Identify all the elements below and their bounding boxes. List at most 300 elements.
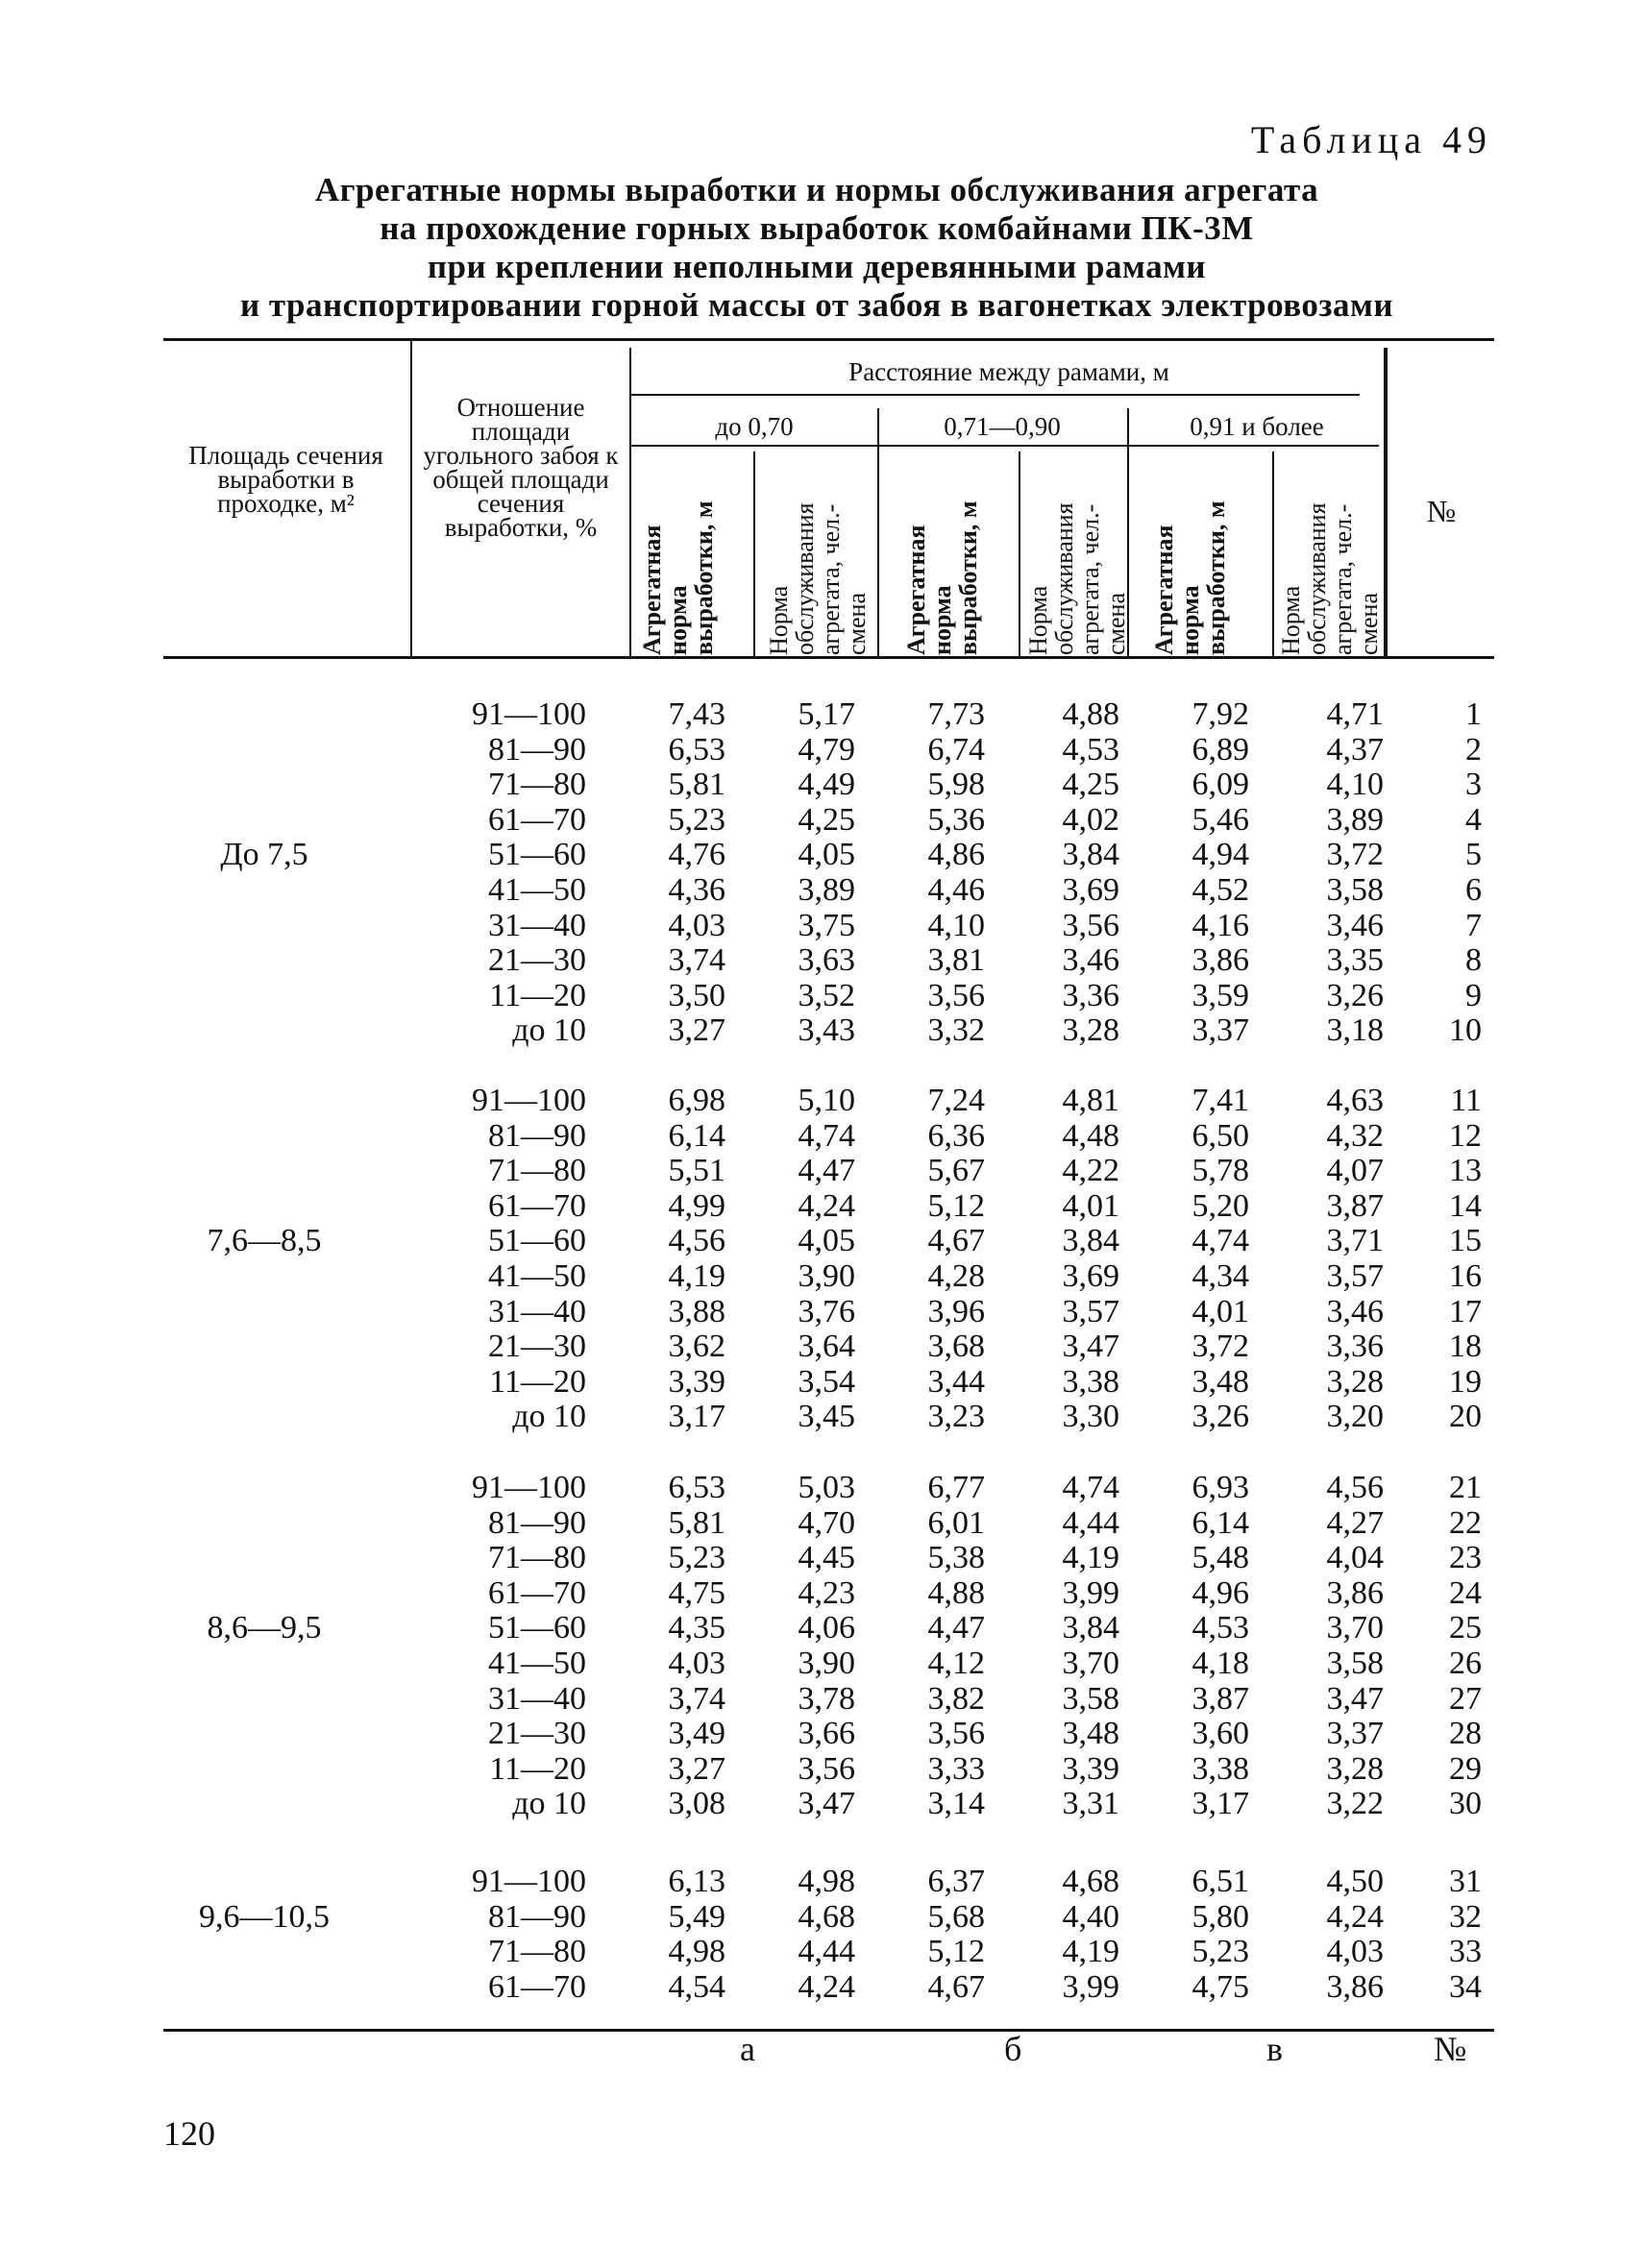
value-cell: 6,50 — [1192, 1117, 1249, 1154]
table-row — [0, 1934, 1646, 1969]
value-cell: 5,81 — [668, 767, 725, 803]
row-number-cell: 15 — [1449, 1223, 1482, 1259]
value-cell: 3,56 — [927, 977, 985, 1013]
value-cell: 3,84 — [1062, 837, 1119, 873]
value-cell: 4,45 — [798, 1540, 855, 1576]
value-cell: 5,10 — [798, 1083, 855, 1118]
value-cell: 4,28 — [927, 1258, 985, 1294]
header-number: № — [1426, 494, 1457, 528]
value-cell: 4,24 — [798, 1968, 855, 2005]
value-cell: 4,03 — [1326, 1934, 1384, 1970]
value-cell: 3,23 — [927, 1399, 985, 1435]
value-cell: 5,23 — [1192, 1934, 1249, 1970]
value-cell: 4,53 — [1192, 1610, 1249, 1646]
value-cell: 3,43 — [798, 1012, 855, 1049]
value-cell: 4,67 — [927, 1968, 985, 2005]
ratio-cell: 11—20 — [489, 1750, 586, 1787]
row-number-cell: 6 — [1465, 872, 1482, 908]
value-cell: 4,25 — [1062, 767, 1119, 803]
ratio-cell: 81—90 — [488, 731, 586, 768]
row-number-cell: 4 — [1465, 801, 1482, 838]
value-cell: 3,14 — [927, 1786, 985, 1822]
value-cell: 3,96 — [927, 1293, 985, 1329]
value-cell: 6,77 — [927, 1470, 985, 1505]
value-cell: 6,98 — [668, 1083, 725, 1118]
table-row — [0, 1083, 1646, 1118]
value-cell: 4,16 — [1192, 907, 1249, 943]
value-cell: 4,88 — [927, 1574, 985, 1611]
value-cell: 3,86 — [1192, 942, 1249, 979]
value-cell: 5,46 — [1192, 801, 1249, 838]
row-number-cell: 8 — [1465, 942, 1482, 979]
row-number-cell: 29 — [1449, 1750, 1482, 1787]
value-cell: 4,47 — [798, 1153, 855, 1189]
row-number-cell: 24 — [1449, 1574, 1482, 1611]
header-bottom-rule — [163, 656, 1494, 659]
table-row — [0, 732, 1646, 768]
value-cell: 5,49 — [668, 1898, 725, 1935]
value-cell: 4,19 — [1062, 1934, 1119, 1970]
ratio-cell: 81—90 — [488, 1898, 586, 1935]
value-cell: 4,98 — [668, 1934, 725, 1970]
value-cell: 3,58 — [1326, 1646, 1384, 1681]
value-cell: 3,39 — [668, 1363, 725, 1400]
value-cell: 3,35 — [1326, 942, 1384, 979]
table-row — [0, 1681, 1646, 1717]
value-cell: 4,76 — [668, 837, 725, 873]
value-cell: 3,70 — [1326, 1610, 1384, 1646]
value-cell: 4,34 — [1192, 1258, 1249, 1294]
table-row — [0, 1716, 1646, 1751]
value-cell: 3,99 — [1062, 1574, 1119, 1611]
ratio-cell: 21—30 — [488, 1329, 586, 1365]
value-cell: 6,74 — [927, 731, 985, 768]
ratio-cell: 41—50 — [488, 872, 586, 908]
footer-number: № — [1434, 2030, 1467, 2068]
value-cell: 3,87 — [1326, 1187, 1384, 1224]
row-number-cell: 34 — [1449, 1968, 1482, 2005]
table-label: Таблица 49 — [1250, 118, 1492, 161]
ratio-cell: 11—20 — [489, 1363, 586, 1400]
value-cell: 4,07 — [1326, 1153, 1384, 1189]
value-cell: 3,28 — [1326, 1750, 1384, 1787]
value-cell: 4,68 — [798, 1898, 855, 1935]
value-cell: 4,74 — [798, 1117, 855, 1154]
value-cell: 3,56 — [1062, 907, 1119, 943]
value-cell: 3,20 — [1326, 1399, 1384, 1435]
header-service-2: Норма обслуживания агрегата, чел.-смена — [1024, 502, 1130, 655]
value-cell: 5,23 — [668, 1540, 725, 1576]
header-group-2: 0,71—0,90 — [944, 412, 1061, 441]
table-row — [0, 1188, 1646, 1224]
value-cell: 4,32 — [1326, 1117, 1384, 1154]
table-row — [0, 1646, 1646, 1681]
value-cell: 3,37 — [1192, 1012, 1249, 1049]
value-cell: 3,17 — [1192, 1786, 1249, 1822]
ratio-cell: 91—100 — [472, 1083, 586, 1118]
table-row — [0, 837, 1646, 872]
value-cell: 3,82 — [927, 1680, 985, 1717]
value-cell: 5,81 — [668, 1504, 725, 1541]
value-cell: 4,99 — [668, 1187, 725, 1224]
value-cell: 3,72 — [1326, 837, 1384, 873]
value-cell: 3,62 — [668, 1329, 725, 1365]
value-cell: 3,32 — [927, 1012, 985, 1049]
row-number-cell: 32 — [1449, 1898, 1482, 1935]
value-cell: 4,70 — [798, 1504, 855, 1541]
row-number-cell: 17 — [1449, 1293, 1482, 1329]
value-cell: 4,79 — [798, 731, 855, 768]
value-cell: 3,84 — [1062, 1223, 1119, 1259]
value-cell: 5,12 — [927, 1187, 985, 1224]
value-cell: 4,10 — [1326, 767, 1384, 803]
table-row — [0, 802, 1646, 838]
ratio-cell: 51—60 — [488, 837, 586, 873]
table-row — [0, 1399, 1646, 1434]
row-number-cell: 33 — [1449, 1934, 1482, 1970]
value-cell: 5,36 — [927, 801, 985, 838]
value-cell: 3,47 — [798, 1786, 855, 1822]
ratio-cell: 91—100 — [472, 1470, 586, 1505]
value-cell: 5,67 — [927, 1153, 985, 1189]
value-cell: 3,47 — [1062, 1329, 1119, 1365]
value-cell: 4,37 — [1326, 731, 1384, 768]
value-cell: 3,69 — [1062, 872, 1119, 908]
row-number-cell: 5 — [1465, 837, 1482, 873]
header-norm-2: Агрегатная норма выработки, м — [902, 500, 982, 655]
value-cell: 4,23 — [798, 1574, 855, 1611]
value-cell: 3,64 — [798, 1329, 855, 1365]
value-cell: 3,70 — [1062, 1646, 1119, 1681]
value-cell: 3,88 — [668, 1293, 725, 1329]
col-divider — [753, 451, 755, 656]
row-number-cell: 11 — [1450, 1083, 1482, 1118]
row-number-cell: 30 — [1449, 1786, 1482, 1822]
header-ratio: Отношение площади угольного забоя к общей площади сечения выработки, % — [423, 393, 619, 542]
ratio-cell: до 10 — [512, 1786, 586, 1822]
row-number-cell: 26 — [1449, 1646, 1482, 1681]
value-cell: 3,81 — [927, 942, 985, 979]
value-cell: 4,40 — [1062, 1898, 1119, 1935]
value-cell: 4,02 — [1062, 801, 1119, 838]
value-cell: 3,56 — [927, 1716, 985, 1752]
table-title — [144, 171, 1489, 325]
ratio-cell: 41—50 — [488, 1258, 586, 1294]
value-cell: 4,18 — [1192, 1646, 1249, 1681]
value-cell: 6,89 — [1192, 731, 1249, 768]
value-cell: 4,05 — [798, 1223, 855, 1259]
value-cell: 3,84 — [1062, 1610, 1119, 1646]
value-cell: 4,74 — [1062, 1470, 1119, 1505]
value-cell: 3,56 — [798, 1750, 855, 1787]
value-cell: 4,48 — [1062, 1117, 1119, 1154]
row-number-cell: 14 — [1449, 1187, 1482, 1224]
table-row — [0, 1470, 1646, 1505]
table-row — [0, 1610, 1646, 1646]
title-line: при креплении неполными деревянными рамами — [427, 248, 1207, 285]
value-cell: 3,28 — [1062, 1012, 1119, 1049]
header-norm-1: Агрегатная норма выработки, м — [638, 500, 718, 655]
value-cell: 3,28 — [1326, 1363, 1384, 1400]
ratio-cell: 71—80 — [488, 1934, 586, 1970]
table-row — [0, 1751, 1646, 1787]
value-cell: 3,08 — [668, 1786, 725, 1822]
ratio-cell: до 10 — [512, 1399, 586, 1435]
value-cell: 4,06 — [798, 1610, 855, 1646]
table-row — [0, 1258, 1646, 1294]
header-area: Площадь сечения выработки в проходке, м² — [188, 441, 383, 518]
ratio-cell: 71—80 — [488, 1540, 586, 1576]
value-cell: 3,48 — [1192, 1363, 1249, 1400]
value-cell: 3,58 — [1326, 872, 1384, 908]
value-cell: 7,73 — [927, 696, 985, 732]
value-cell: 3,86 — [1326, 1968, 1384, 2005]
value-cell: 3,90 — [798, 1646, 855, 1681]
value-cell: 6,51 — [1192, 1864, 1249, 1899]
ratio-cell: 61—70 — [488, 1187, 586, 1224]
value-cell: 6,09 — [1192, 767, 1249, 803]
table-row — [0, 696, 1646, 732]
value-cell: 3,57 — [1062, 1293, 1119, 1329]
row-number-cell: 18 — [1449, 1329, 1482, 1365]
value-cell: 4,49 — [798, 767, 855, 803]
value-cell: 4,03 — [668, 907, 725, 943]
table-row — [0, 1864, 1646, 1899]
value-cell: 6,13 — [668, 1864, 725, 1899]
ratio-cell: 51—60 — [488, 1610, 586, 1646]
table-row — [0, 978, 1646, 1013]
header-top-rule — [163, 338, 1494, 341]
value-cell: 3,74 — [668, 1680, 725, 1717]
value-cell: 3,36 — [1326, 1329, 1384, 1365]
value-cell: 4,56 — [668, 1223, 725, 1259]
value-cell: 3,47 — [1326, 1680, 1384, 1717]
value-cell: 3,63 — [798, 942, 855, 979]
value-cell: 4,25 — [798, 801, 855, 838]
value-cell: 5,20 — [1192, 1187, 1249, 1224]
value-cell: 7,24 — [927, 1083, 985, 1118]
value-cell: 6,14 — [1192, 1504, 1249, 1541]
value-cell: 4,24 — [1326, 1898, 1384, 1935]
value-cell: 4,56 — [1326, 1470, 1384, 1505]
table-row — [0, 1505, 1646, 1541]
value-cell: 5,80 — [1192, 1898, 1249, 1935]
header-norm-3: Агрегатная норма выработки, м — [1150, 500, 1230, 655]
footer-v: в — [1266, 2030, 1283, 2068]
col-divider — [629, 348, 631, 656]
ratio-cell: 31—40 — [488, 907, 586, 943]
value-cell: 4,12 — [927, 1646, 985, 1681]
value-cell: 4,35 — [668, 1610, 725, 1646]
ratio-cell: 21—30 — [488, 1716, 586, 1752]
row-number-cell: 25 — [1449, 1610, 1482, 1646]
value-cell: 3,75 — [798, 907, 855, 943]
value-cell: 4,22 — [1062, 1153, 1119, 1189]
title-line: и транспортировании горной массы от забоя в вагонетках электровозами — [239, 286, 1394, 324]
value-cell: 4,74 — [1192, 1223, 1249, 1259]
value-cell: 5,03 — [798, 1470, 855, 1505]
row-number-cell: 21 — [1449, 1470, 1482, 1505]
value-cell: 3,78 — [798, 1680, 855, 1717]
title-line: Агрегатные нормы выработки и нормы обслуживания агрегата — [314, 171, 1319, 208]
value-cell: 3,27 — [668, 1012, 725, 1049]
value-cell: 4,19 — [1062, 1540, 1119, 1576]
value-cell: 4,67 — [927, 1223, 985, 1259]
value-cell: 5,12 — [927, 1934, 985, 1970]
value-cell: 3,50 — [668, 977, 725, 1013]
value-cell: 5,48 — [1192, 1540, 1249, 1576]
ratio-cell: 91—100 — [472, 1864, 586, 1899]
value-cell: 4,52 — [1192, 872, 1249, 908]
value-cell: 3,60 — [1192, 1716, 1249, 1752]
table-row — [0, 1540, 1646, 1575]
value-cell: 4,46 — [927, 872, 985, 908]
table-row — [0, 908, 1646, 943]
value-cell: 5,23 — [668, 801, 725, 838]
value-cell: 4,68 — [1062, 1864, 1119, 1899]
value-cell: 3,31 — [1062, 1786, 1119, 1822]
value-cell: 3,58 — [1062, 1680, 1119, 1717]
value-cell: 3,26 — [1326, 977, 1384, 1013]
value-cell: 4,19 — [668, 1258, 725, 1294]
value-cell: 6,53 — [668, 731, 725, 768]
col-divider — [877, 408, 879, 656]
value-cell: 3,86 — [1326, 1574, 1384, 1611]
value-cell: 3,68 — [927, 1329, 985, 1365]
row-number-cell: 10 — [1449, 1012, 1482, 1049]
row-number-cell: 7 — [1465, 907, 1482, 943]
value-cell: 4,01 — [1192, 1293, 1249, 1329]
value-cell: 4,05 — [798, 837, 855, 873]
table-bottom-rule — [163, 2029, 1494, 2032]
row-number-cell: 22 — [1449, 1504, 1482, 1541]
value-cell: 5,38 — [927, 1540, 985, 1576]
value-cell: 3,38 — [1062, 1363, 1119, 1400]
row-number-cell: 1 — [1465, 696, 1482, 732]
ratio-cell: до 10 — [512, 1012, 586, 1049]
area-label: 8,6—9,5 — [207, 1610, 322, 1646]
table-row — [0, 1786, 1646, 1821]
value-cell: 6,14 — [668, 1117, 725, 1154]
value-cell: 3,46 — [1326, 1293, 1384, 1329]
value-cell: 6,36 — [927, 1117, 985, 1154]
value-cell: 6,01 — [927, 1504, 985, 1541]
header-distance: Расстояние между рамами, м — [848, 357, 1169, 386]
area-label: 7,6—8,5 — [207, 1223, 322, 1259]
row-number-cell: 27 — [1449, 1680, 1482, 1717]
table-row — [0, 1364, 1646, 1400]
value-cell: 6,93 — [1192, 1470, 1249, 1505]
value-cell: 3,72 — [1192, 1329, 1249, 1365]
value-cell: 3,48 — [1062, 1716, 1119, 1752]
value-cell: 3,45 — [798, 1399, 855, 1435]
value-cell: 3,66 — [798, 1716, 855, 1752]
value-cell: 3,76 — [798, 1293, 855, 1329]
value-cell: 4,88 — [1062, 696, 1119, 732]
value-cell: 4,50 — [1326, 1864, 1384, 1899]
value-cell: 4,04 — [1326, 1540, 1384, 1576]
value-cell: 4,96 — [1192, 1574, 1249, 1611]
row-number-cell: 3 — [1465, 767, 1482, 803]
col-divider — [1272, 451, 1274, 656]
table-row — [0, 1294, 1646, 1329]
row-number-cell: 13 — [1449, 1153, 1482, 1189]
value-cell: 3,36 — [1062, 977, 1119, 1013]
value-cell: 3,71 — [1326, 1223, 1384, 1259]
value-cell: 4,24 — [798, 1187, 855, 1224]
row-number-cell: 28 — [1449, 1716, 1482, 1752]
ratio-cell: 51—60 — [488, 1223, 586, 1259]
ratio-cell: 41—50 — [488, 1646, 586, 1681]
value-cell: 3,38 — [1192, 1750, 1249, 1787]
value-cell: 4,03 — [668, 1646, 725, 1681]
value-cell: 3,39 — [1062, 1750, 1119, 1787]
value-cell: 4,27 — [1326, 1504, 1384, 1541]
ratio-cell: 61—70 — [488, 1968, 586, 2005]
value-cell: 7,41 — [1192, 1083, 1249, 1118]
value-cell: 4,75 — [1192, 1968, 1249, 2005]
value-cell: 4,53 — [1062, 731, 1119, 768]
ratio-cell: 31—40 — [488, 1293, 586, 1329]
ratio-cell: 61—70 — [488, 801, 586, 838]
value-cell: 7,92 — [1192, 696, 1249, 732]
value-cell: 3,37 — [1326, 1716, 1384, 1752]
value-cell: 4,01 — [1062, 1187, 1119, 1224]
value-cell: 3,18 — [1326, 1012, 1384, 1049]
value-cell: 5,68 — [927, 1898, 985, 1935]
value-cell: 4,71 — [1326, 696, 1384, 732]
header-service-3: Норма обслуживания агрегата, чел.-смена — [1277, 502, 1383, 655]
table-row — [0, 942, 1646, 978]
value-cell: 4,44 — [1062, 1504, 1119, 1541]
value-cell: 4,47 — [927, 1610, 985, 1646]
value-cell: 3,69 — [1062, 1258, 1119, 1294]
col-divider — [1019, 451, 1020, 656]
value-cell: 3,52 — [798, 977, 855, 1013]
col-divider — [410, 341, 412, 656]
header-group-1: до 0,70 — [715, 412, 794, 441]
distance-underline — [629, 394, 1360, 396]
table-row — [0, 1153, 1646, 1188]
value-cell: 3,46 — [1326, 907, 1384, 943]
table-row — [0, 1969, 1646, 2005]
ratio-cell: 31—40 — [488, 1680, 586, 1717]
value-cell: 3,26 — [1192, 1399, 1249, 1435]
table-row — [0, 1899, 1646, 1935]
value-cell: 4,75 — [668, 1574, 725, 1611]
title-line: на прохождение горных выработок комбайнами ПК-3М — [380, 209, 1254, 247]
value-cell: 4,54 — [668, 1968, 725, 2005]
value-cell: 3,27 — [668, 1750, 725, 1787]
table-row — [0, 872, 1646, 908]
area-label: 9,6—10,5 — [199, 1898, 330, 1935]
row-number-cell: 9 — [1465, 977, 1482, 1013]
header-service-1: Норма обслуживания агрегата, чел.-смена — [765, 502, 871, 655]
value-cell: 4,94 — [1192, 837, 1249, 873]
value-cell: 6,37 — [927, 1864, 985, 1899]
value-cell: 3,89 — [798, 872, 855, 908]
ratio-cell: 81—90 — [488, 1117, 586, 1154]
value-cell: 7,43 — [668, 696, 725, 732]
footer-a: а — [740, 2030, 755, 2068]
value-cell: 3,59 — [1192, 977, 1249, 1013]
value-cell: 4,44 — [798, 1934, 855, 1970]
value-cell: 5,78 — [1192, 1153, 1249, 1189]
value-cell: 3,17 — [668, 1399, 725, 1435]
value-cell: 3,99 — [1062, 1968, 1119, 2005]
ratio-cell: 81—90 — [488, 1504, 586, 1541]
ratio-cell: 91—100 — [472, 696, 586, 732]
